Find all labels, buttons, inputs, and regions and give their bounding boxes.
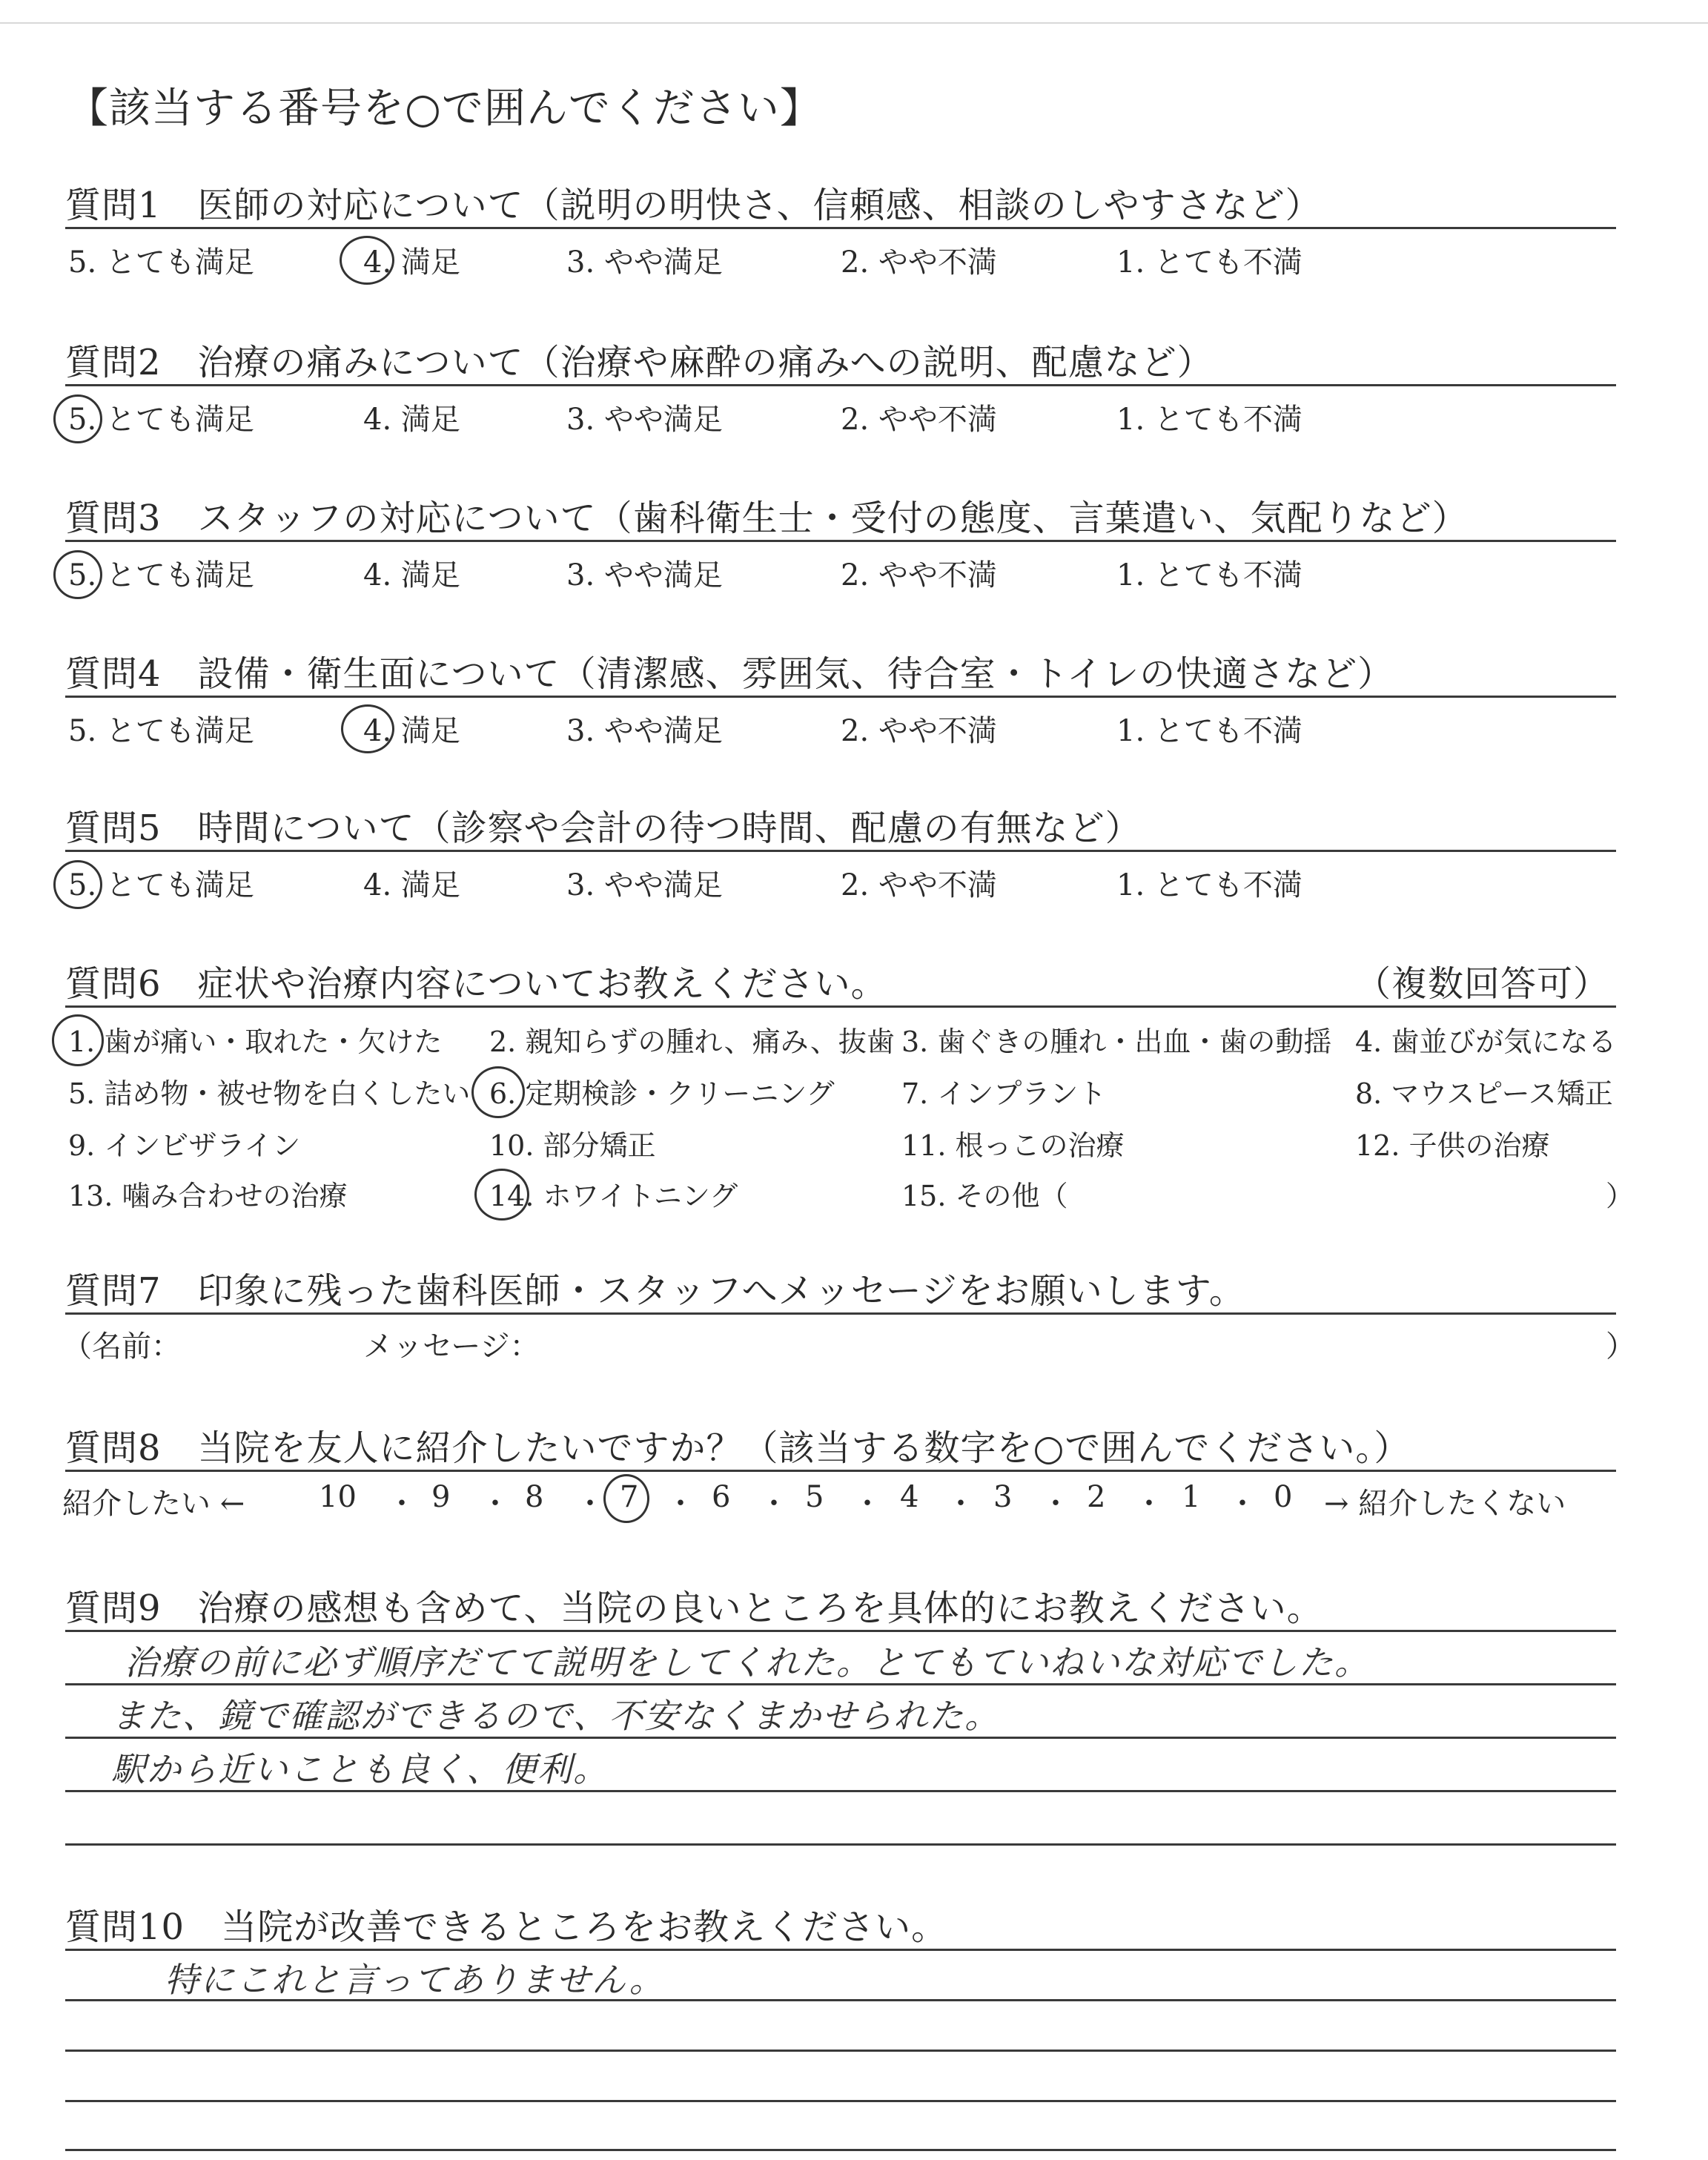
q6-item-7[interactable]: 7. インプラント bbox=[901, 1077, 1107, 1110]
q8-dot: ・ bbox=[946, 1487, 976, 1521]
question-9-title: 質問9 治療の感想も含めて、当院の良いところを具体的にお教えください。 bbox=[65, 1588, 1323, 1629]
question-2-title: 質問2 治療の痛みについて（治療や麻酔の痛みへの説明、配慮など） bbox=[65, 342, 1214, 383]
q6-item-6[interactable]: 6. 定期検診・クリーニング bbox=[489, 1077, 835, 1110]
question-1-title: 質問1 医師の対応について（説明の明快さ、信頼感、相談のしやすさなど） bbox=[65, 185, 1322, 226]
q1-option-4[interactable]: 4. 満足 bbox=[363, 245, 460, 280]
question-4-rule bbox=[65, 696, 1616, 698]
question-1-rule bbox=[65, 227, 1616, 229]
q6-item-2[interactable]: 2. 親知らずの腫れ、痛み、抜歯 bbox=[489, 1025, 895, 1058]
question-8-title: 質問8 当院を友人に紹介したいですか？（該当する数字を○で囲んでください。） bbox=[65, 1427, 1411, 1469]
q8-scale-0[interactable]: 0 bbox=[1274, 1480, 1293, 1514]
q2-option-1[interactable]: 1. とても不満 bbox=[1116, 403, 1302, 437]
q8-dot: ・ bbox=[480, 1487, 510, 1521]
q8-scale-9[interactable]: 9 bbox=[431, 1480, 451, 1514]
q6-item-5[interactable]: 5. 詰め物・被せ物を白くしたい bbox=[68, 1077, 471, 1110]
q8-dot: ・ bbox=[575, 1487, 605, 1521]
q10-rule-0 bbox=[65, 1949, 1616, 1951]
q8-scale-8[interactable]: 8 bbox=[525, 1480, 544, 1514]
q4-option-1[interactable]: 1. とても不満 bbox=[1116, 714, 1302, 748]
q8-scale-10[interactable]: 10 bbox=[319, 1480, 357, 1514]
q2-option-3[interactable]: 3. やや満足 bbox=[566, 403, 723, 437]
question-5-rule bbox=[65, 850, 1616, 852]
q2-selection-circle bbox=[53, 394, 102, 443]
q10-rule-2 bbox=[65, 2050, 1616, 2052]
q4-option-4[interactable]: 4. 満足 bbox=[363, 714, 460, 748]
q5-option-1[interactable]: 1. とても不満 bbox=[1116, 868, 1302, 902]
q5-selection-circle bbox=[53, 860, 102, 909]
page-top-edge bbox=[0, 22, 1708, 24]
q6-selection-circle-6 bbox=[471, 1066, 525, 1118]
q6-item-1[interactable]: 1. 歯が痛い・取れた・欠けた bbox=[68, 1025, 443, 1058]
q3-selection-circle bbox=[53, 550, 102, 599]
q1-option-5[interactable]: 5. とても満足 bbox=[68, 245, 254, 280]
q8-dot: ・ bbox=[1228, 1487, 1257, 1521]
q6-item-4[interactable]: 4. 歯並びが気になる bbox=[1355, 1025, 1617, 1058]
q6-item-8[interactable]: 8. マウスピース矯正 bbox=[1355, 1077, 1613, 1110]
question-3-rule bbox=[65, 540, 1616, 542]
q8-selection-circle bbox=[603, 1474, 649, 1523]
q3-option-5[interactable]: 5. とても満足 bbox=[68, 558, 254, 592]
q8-dot: ・ bbox=[1134, 1487, 1164, 1521]
q2-option-4[interactable]: 4. 満足 bbox=[363, 403, 460, 437]
question-7-rule bbox=[65, 1312, 1616, 1315]
question-7-title: 質問7 印象に残った歯科医師・スタッフへメッセージをお願いします。 bbox=[65, 1270, 1245, 1312]
q7-message-label: メッセージ： bbox=[363, 1330, 540, 1364]
q8-scale-7[interactable]: 7 bbox=[620, 1480, 639, 1514]
question-2-rule bbox=[65, 384, 1616, 386]
q5-option-5[interactable]: 5. とても満足 bbox=[68, 868, 254, 902]
q9-rule-0 bbox=[65, 1630, 1616, 1632]
q6-item-11[interactable]: 11. 根っこの治療 bbox=[901, 1129, 1125, 1162]
q8-right-label: → 紹介したくない bbox=[1324, 1487, 1566, 1521]
question-6-title: 質問6 症状や治療内容についてお教えください。 bbox=[65, 963, 887, 1005]
q9-rule-4 bbox=[65, 1843, 1616, 1846]
q9-answer-line-1: 治療の前に必ず順序だてて説明をしてくれた。とてもていねいな対応でした。 bbox=[125, 1642, 1370, 1682]
q6-item-3[interactable]: 3. 歯ぐきの腫れ・出血・歯の動揺 bbox=[901, 1025, 1332, 1058]
q5-option-3[interactable]: 3. やや満足 bbox=[566, 868, 723, 902]
q6-item-10[interactable]: 10. 部分矯正 bbox=[489, 1129, 656, 1162]
q3-option-2[interactable]: 2. やや不満 bbox=[841, 558, 997, 592]
q8-scale-1[interactable]: 1 bbox=[1182, 1480, 1201, 1514]
question-4-title: 質問4 設備・衛生面について（清潔感、雰囲気、待合室・トイレの快適さなど） bbox=[65, 653, 1394, 695]
q7-close-paren: ） bbox=[1606, 1330, 1635, 1364]
question-8-rule bbox=[65, 1470, 1616, 1472]
q8-dot: ・ bbox=[666, 1487, 695, 1521]
q4-selection-circle bbox=[341, 704, 394, 753]
q5-option-2[interactable]: 2. やや不満 bbox=[841, 868, 997, 902]
q6-item-12[interactable]: 12. 子供の治療 bbox=[1355, 1129, 1550, 1162]
q6-item-14[interactable]: 14. ホワイトニング bbox=[489, 1180, 738, 1212]
question-6-note: （複数回答可） bbox=[1355, 963, 1610, 1005]
q1-option-2[interactable]: 2. やや不満 bbox=[841, 245, 997, 280]
q3-option-3[interactable]: 3. やや満足 bbox=[566, 558, 723, 592]
q8-dot: ・ bbox=[759, 1487, 789, 1521]
q1-selection-circle bbox=[340, 236, 394, 285]
q6-selection-circle-14 bbox=[474, 1169, 529, 1221]
q8-dot: ・ bbox=[853, 1487, 882, 1521]
q1-option-3[interactable]: 3. やや満足 bbox=[566, 245, 723, 280]
q6-selection-circle-1 bbox=[52, 1014, 104, 1066]
question-3-title: 質問3 スタッフの対応について（歯科衛生士・受付の態度、言葉遣い、気配りなど） bbox=[65, 498, 1469, 539]
q8-scale-2[interactable]: 2 bbox=[1087, 1480, 1106, 1514]
q5-option-4[interactable]: 4. 満足 bbox=[363, 868, 460, 902]
q2-option-5[interactable]: 5. とても満足 bbox=[68, 403, 254, 437]
q4-option-5[interactable]: 5. とても満足 bbox=[68, 714, 254, 748]
q6-item-15-close: ） bbox=[1606, 1180, 1635, 1212]
q8-left-label: 紹介したい ← bbox=[62, 1487, 245, 1521]
q8-scale-6[interactable]: 6 bbox=[712, 1480, 731, 1514]
q9-answer-line-2: また、鏡で確認ができるので、不安なくまかせられた。 bbox=[111, 1696, 1001, 1736]
q3-option-1[interactable]: 1. とても不満 bbox=[1116, 558, 1302, 592]
q3-option-4[interactable]: 4. 満足 bbox=[363, 558, 460, 592]
q9-answer-line-3: 駅から近いことも良く、便利。 bbox=[111, 1749, 609, 1789]
q10-rule-3 bbox=[65, 2100, 1616, 2102]
q6-item-15[interactable]: 15. その他（ bbox=[901, 1180, 1068, 1212]
q6-item-13[interactable]: 13. 噛み合わせの治療 bbox=[68, 1180, 348, 1212]
q10-answer-line-1: 特にこれと言ってありません。 bbox=[165, 1960, 665, 2000]
q10-rule-4 bbox=[65, 2149, 1616, 2151]
q8-scale-4[interactable]: 4 bbox=[900, 1480, 919, 1514]
q1-option-1[interactable]: 1. とても不満 bbox=[1116, 245, 1302, 280]
question-10-title: 質問10 当院が改善できるところをお教えください。 bbox=[65, 1906, 948, 1948]
q6-item-9[interactable]: 9. インビザライン bbox=[68, 1129, 301, 1162]
q4-option-3[interactable]: 3. やや満足 bbox=[566, 714, 723, 748]
question-6-rule bbox=[65, 1005, 1616, 1008]
q8-dot: ・ bbox=[1041, 1487, 1070, 1521]
question-5-title: 質問5 時間について（診察や会計の待つ時間、配慮の有無など） bbox=[65, 807, 1142, 849]
q2-option-2[interactable]: 2. やや不満 bbox=[841, 403, 997, 437]
q4-option-2[interactable]: 2. やや不満 bbox=[841, 714, 997, 748]
q8-scale-3[interactable]: 3 bbox=[993, 1480, 1013, 1514]
page-header: 【該当する番号を○で囲んでください】 bbox=[67, 85, 822, 133]
q8-scale-5[interactable]: 5 bbox=[805, 1480, 824, 1514]
q8-dot: ・ bbox=[387, 1487, 417, 1521]
q7-name-label: （名前： bbox=[62, 1330, 181, 1364]
